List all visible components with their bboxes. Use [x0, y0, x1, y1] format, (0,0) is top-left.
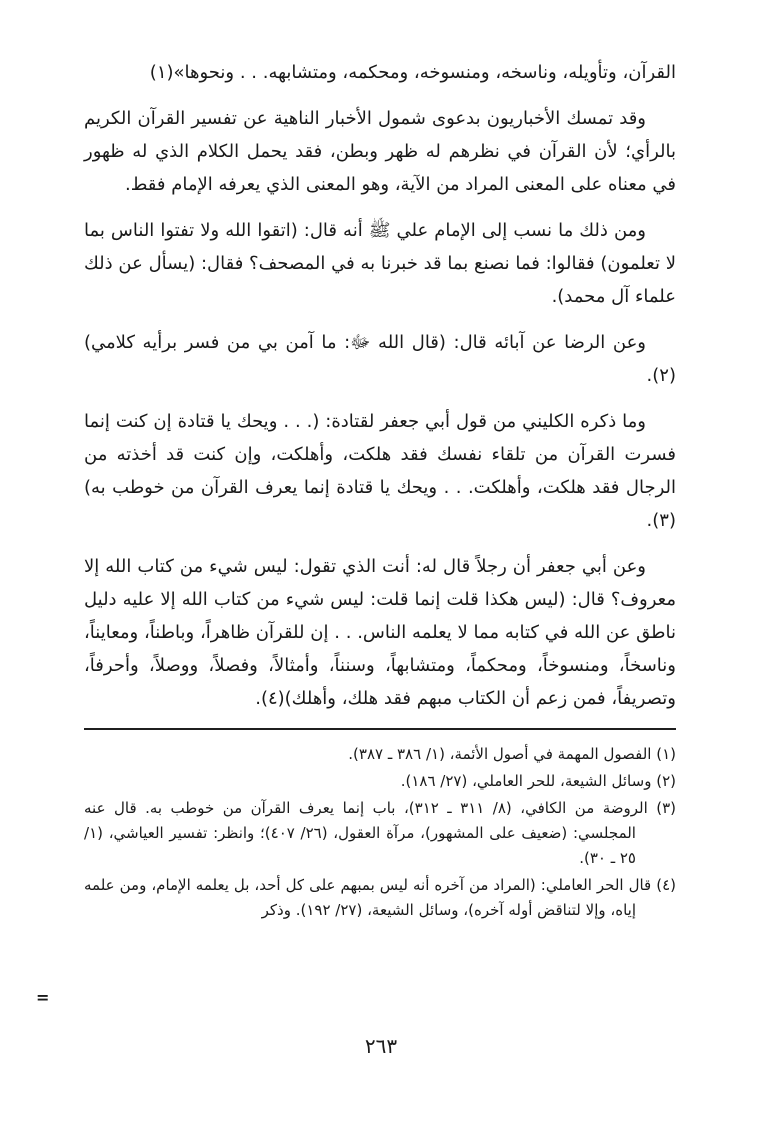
body-paragraph: ومن ذلك ما نسب إلى الإمام علي ﷺ أنه قال: (اتقوا الله ولا تفتوا الناس بما لا تعلمون) فقالوا: فما نصنع بما قد خبرنا به في المصحف؟ فقال: (يسأل عن ذلك علماء آل محمد).: [84, 220, 676, 307]
body-paragraphs: [84, 102, 676, 715]
footnote: (٣) الروضة من الكافي، (٨/ ٣١١ ـ ٣١٢)، باب إنما يعرف القرآن من خوطب به. قال عنه المجلسي: (ضعيف على المشهور)، مرآة العقول، (٢٦/ ٤٠٧)؛ وانظر: تفسير العياشي، (١/ ٢٥ ـ ٣٠).: [84, 799, 676, 867]
body-paragraph: وعن أبي جعفر أن رجلاً قال له: أنت الذي تقول: ليس شيء من كتاب الله إلا معروف؟ قال: (ليس هكذا قلت إنما قلت: ليس شيء من كتاب الله إلا عليه دليل ناطق عن الله في كتابه مما لا يعلمه الناس. . . إن للقرآن ظاهراً، وباطناً، ومعايناً، وناسخاً، ومنسوخاً، ومحكماً، ومتشابهاً، وسنناً، وأمثالاً، وفصلاً، ووصلاً، وأحرفاً، وتصريفاً، فمن زعم أن الكتاب مبهم فقد هلك، وأهلك)(٤).: [84, 556, 676, 709]
continuation-mark: =: [36, 988, 50, 1007]
footnote: (١) الفصول المهمة في أصول الأئمة، (١/ ٣٨٦ ـ ٣٨٧).: [348, 745, 676, 763]
text-block: [84, 56, 676, 925]
body-opening-line: القرآن، وتأويله، وناسخه، ومنسوخه، ومحكمه، ومتشابهه. . . ونحوها»(١): [149, 62, 676, 83]
footnote-separator: [84, 728, 676, 730]
footnotes: [84, 742, 676, 923]
footnote: (٢) وسائل الشيعة، للحر العاملي، (٢٧/ ١٨٦).: [400, 772, 676, 790]
body-paragraph: وقد تمسك الأخباريون بدعوى شمول الأخبار الناهية عن تفسير القرآن الكريم بالرأي؛ لأن القرآن في نظرهم له ظهر وبطن، فقد يحمل الكلام الذي له ظهور في معناه على المعنى المراد من الآية، وهو المعنى الذي يعرفه الإمام فقط.: [84, 108, 676, 195]
body-paragraph: وما ذكره الكليني من قول أبي جعفر لقتادة: (. . . ويحك يا قتادة إن كنت إنما فسرت القرآن من تلقاء نفسك فقد هلكت، وأهلكت، وإن كنت قد أخذته من الرجال فقد هلكت، وأهلكت. . . ويحك يا قتادة إنما يعرف القرآن من خوطب به)(٣).: [84, 411, 676, 531]
page-number: ٢٦٣: [364, 1034, 398, 1058]
body-paragraph: وعن الرضا عن آبائه قال: (قال الله ﷻ: ما آمن بي من فسر برأيه كلامي)(٢).: [84, 332, 676, 386]
footnote: (٤) قال الحر العاملي: (المراد من آخره أنه ليس بمبهم على كل أحد، بل يعلمه الإمام، ومن علمه إياه، وإلا لتناقض أوله آخره)، وسائل الشيعة، (٢٧/ ١٩٢). وذكر: [84, 876, 676, 919]
